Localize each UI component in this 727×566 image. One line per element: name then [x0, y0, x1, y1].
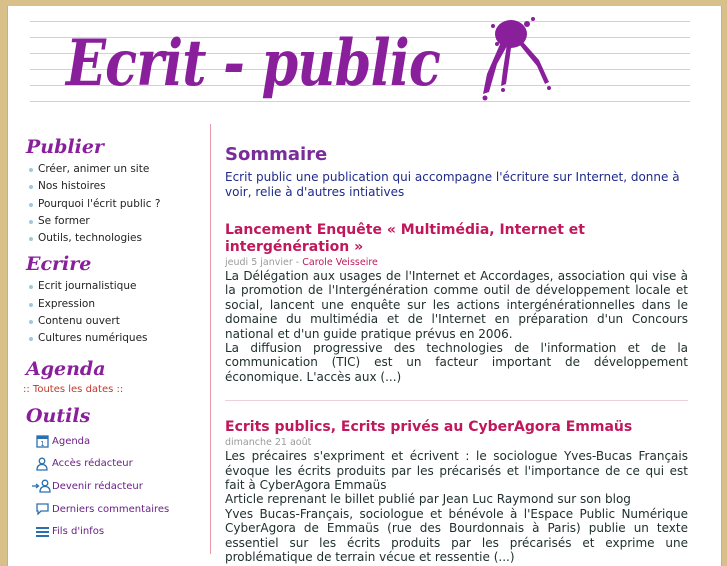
sidebar-item-ecrit-journalistique[interactable]: Ecrit journalistique [22, 278, 202, 295]
article-paragraph: La Délégation aux usages de l'Internet et Accordages, association qui vise à la promotion de l'Intergénération comme outil de développement locale et social, lancent une enquête sur les actions intergénérationnelles dans le domaine du multimédia et de l'Internet en préparation d'un Concours national et d'un guide pratique prévus en 2006. [225, 269, 688, 341]
tool-agenda-label: Agenda [52, 435, 91, 447]
tool-devenir-redacteur-label: Devenir rédacteur [52, 480, 143, 492]
article-paragraph: Yves Bucas-Français, sociologue et bénévole à l'Espace Public Numérique CyberAgora de Emmaüs (rue des Bourdonnais à Paris) publie un texte essentiel sur les écrits produits par les précarisés et exprime une problématique de terrain vécue et ressentie (...) [225, 506, 688, 565]
page-title: Sommaire [225, 144, 328, 165]
article-separator [225, 400, 688, 401]
feed-icon [32, 526, 52, 537]
page [7, 6, 722, 566]
article-paragraph: La diffusion progressive des technologies de l'information et de la communication (TIC) est un facteur important de développement économique. L'accès aux (...) [225, 341, 688, 384]
publier-heading: Publier [26, 136, 104, 158]
article-paragraph: Les précaires s'expriment et écrivent : le sociologue Yves-Bucas Français évoque les écrits produits par les précarisés et l'importance de ce qui est fait à CyberAgora Emmaüs [225, 449, 688, 493]
tool-derniers-commentaires[interactable] [22, 498, 202, 521]
meta-separator: - [292, 257, 303, 268]
main-content [225, 144, 688, 565]
sidebar-item-histoires[interactable]: Nos histoires [22, 178, 202, 195]
sidebar-item-expression[interactable]: Expression [22, 296, 202, 313]
sidebar [22, 136, 202, 543]
sidebar-item-pourquoi[interactable]: Pourquoi l'écrit public ? [22, 196, 202, 213]
sidebar-item-outils-technologies[interactable]: Outils, technologies [22, 230, 202, 247]
article-body [225, 449, 688, 564]
sidebar-item-creer[interactable]: Créer, animer un site [22, 161, 202, 178]
article-meta [225, 436, 688, 449]
sidebar-item-se-former[interactable]: Se former [22, 213, 202, 230]
ecrire-list [22, 278, 202, 347]
article-paragraph: Article reprenant le billet publié par Jean Luc Raymond sur son blog [225, 492, 631, 507]
user-arrow-icon [32, 479, 52, 493]
article-title[interactable]: Ecrits publics, Ecrits privés au CyberAgora Emmaüs [225, 419, 633, 436]
article [225, 419, 688, 564]
ink-splat-icon [473, 14, 563, 114]
ruled-line [30, 101, 690, 102]
sidebar-item-contenu-ouvert[interactable]: Contenu ouvert [22, 313, 202, 330]
svg-text:1: 1 [39, 440, 45, 449]
article [225, 222, 688, 401]
article-author[interactable]: Carole Veisseire [302, 257, 378, 268]
outils-heading: Outils [26, 404, 91, 427]
speech-bubble-icon [32, 503, 52, 515]
tool-acces-redacteur[interactable] [22, 452, 202, 475]
tool-devenir-redacteur[interactable] [22, 475, 202, 498]
agenda-heading: Agenda [26, 357, 106, 380]
column-divider [210, 124, 211, 554]
calendar-icon [32, 434, 52, 448]
tool-agenda[interactable] [22, 430, 202, 453]
user-icon [32, 457, 52, 471]
sidebar-item-cultures-numeriques[interactable]: Cultures numériques [22, 330, 202, 347]
ruled-line [30, 21, 690, 22]
article-meta [225, 256, 688, 269]
article-title[interactable]: Lancement Enquête « Multimédia, Internet et intergénération » [225, 222, 585, 255]
intro-text: Ecrit public une publication qui accompagne l'écriture sur Internet, donne à voir, relie à d'autres intiatives [225, 170, 680, 199]
tool-fils-infos[interactable] [22, 520, 202, 543]
article-body [225, 269, 688, 384]
tool-derniers-commentaires-label: Derniers commentaires [52, 503, 170, 515]
site-title[interactable]: Ecrit - public [66, 26, 440, 101]
header [8, 6, 721, 121]
article-date: jeudi 5 janvier [225, 257, 293, 268]
all-dates-link[interactable]: :: Toutes les dates :: [23, 383, 124, 395]
publier-list [22, 161, 202, 247]
article-date: dimanche 21 août [225, 437, 312, 449]
tool-acces-redacteur-label: Accès rédacteur [52, 458, 133, 470]
ecrire-heading: Ecrire [26, 253, 92, 276]
tool-fils-infos-label: Fils d'infos [52, 526, 105, 538]
